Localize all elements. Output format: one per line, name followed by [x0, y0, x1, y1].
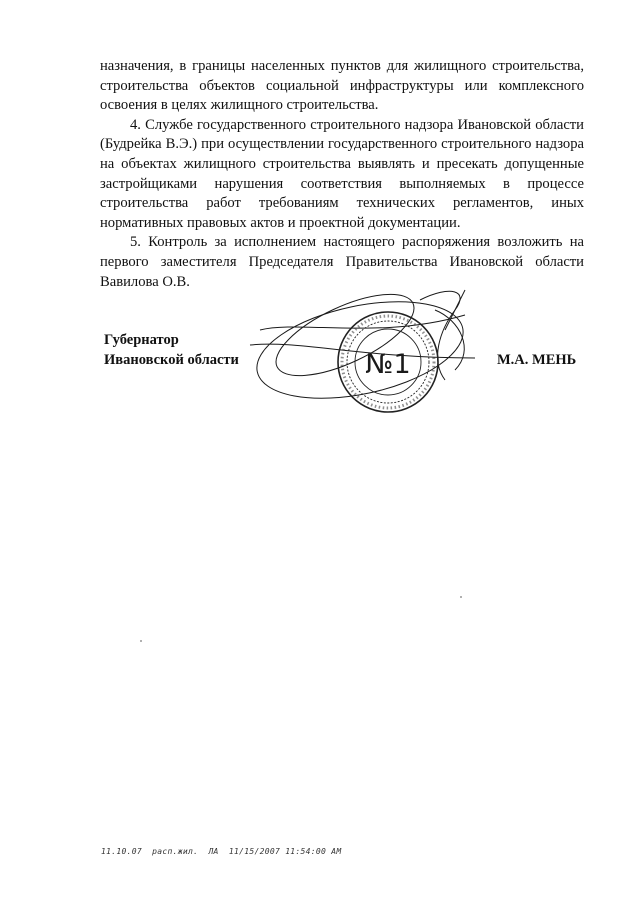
paragraph-3: 5. Контроль за исполнением настоящего распоряжения возложить на первого заместителя Председателя Правительства Ивановской области Вавилова О.В.: [100, 234, 584, 290]
signatory-region: Ивановской области: [104, 352, 239, 368]
paragraph-1: назначения, в границы населенных пунктов для жилищного строительства, строительства объектов социальной инфраструктуры или комплексного освоения в целях жилищного строительства.: [100, 58, 584, 114]
signature-and-stamp: [240, 280, 480, 430]
body-text: [100, 57, 584, 292]
footer-file-info: 11.10.07 расп.жил. ЛА 11/15/2007 11:54:00 AM: [101, 847, 342, 856]
scan-speck: [460, 596, 462, 598]
signatory-title: Губернатор: [104, 332, 179, 348]
paragraph-2: 4. Службе государственного строительного надзора Ивановской области (Будрейка В.Э.) при осуществлении государственного строительного надзора на объектах жилищного строительства выявлять и пресекать допущенные застройщиками нарушения соответствия выполняемых в процессе строительства работ требованиям технических регламентов, иных нормативных правовых актов и проектной документации.: [100, 116, 584, 231]
signatory-name: М.А. МЕНЬ: [497, 352, 577, 368]
stamp-number: №1: [365, 349, 411, 380]
handwritten-signature: [248, 280, 475, 415]
scan-speck: [140, 640, 142, 642]
signatory-position: [104, 330, 239, 370]
